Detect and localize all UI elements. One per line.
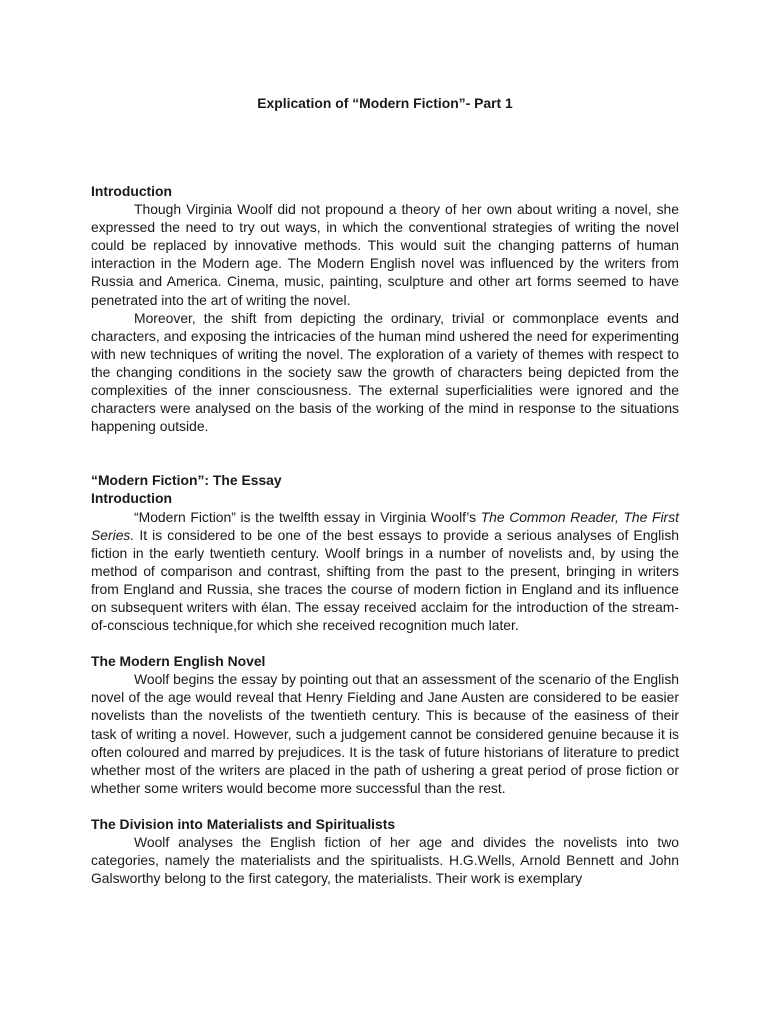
document-body — [91, 182, 679, 887]
section-heading-division: The Division into Materialists and Spiritualists — [91, 815, 396, 832]
section-modern-english-novel — [91, 652, 679, 797]
essay-introduction-paragraph — [91, 508, 679, 635]
section-spacer — [91, 634, 679, 652]
division-paragraph: Woolf analyses the English fiction of her age and divides the novelists into two categories, namely the materialists and the spiritualists. H.G.Wells, Arnold Bennett and John Galsworthy belong to the first category, the materialists. Their work is exemplary — [91, 834, 679, 887]
essay-paragraph-end: It is considered to be one of the best essays to provide a serious analyses of English fiction in the early twentieth century. Woolf brings in a number of novelists and, by using the method of comparison and contrast, shifting from the past to the present, bringing in writers from England and Russia, she traces the course of modern fiction in England and its influence on subsequent writers with élan. The essay received acclaim for the introduction of the stream-of-conscious technique,for which she received recognition much later. — [91, 526, 679, 634]
section-division — [91, 815, 679, 887]
section-subheading-essay-introduction: Introduction — [91, 490, 173, 507]
introduction-paragraph-1: Though Virginia Woolf did not propound a theory of her own about writing a novel, she expressed the need to try out ways, in which the conventional strategies of writing the novel could be replaced by innovative methods. This would suit the changing patterns of human interaction in the Modern age. The Modern English novel was influenced by the writers from Russia and America. Cinema, music, painting, sculpture and other art forms seemed to have penetrated into the art of writing the novel. — [91, 201, 679, 308]
section-heading-essay: “Modern Fiction”: The Essay — [91, 472, 282, 489]
book-title: The Common Reader, The First Series. — [91, 508, 679, 543]
modern-english-novel-paragraph: Woolf begins the essay by pointing out that an assessment of the scenario of the English novel of the age would reveal that Henry Fielding and Jane Austen are considered to be easier novelists than the novelists of the twentieth century. This is because of the easiness of their task of writing a novel. However, such a judgement cannot be considered genuine because it is often coloured and marred by prejudices. It is the task of future historians of literature to predict whether most of the writers are placed in the path of ushering a great period of prose fiction or whether some writers would become more successful than the rest. — [91, 671, 679, 796]
section-spacer — [91, 435, 679, 471]
section-spacer — [91, 797, 679, 815]
document-title: Explication of “Modern Fiction”- Part 1 — [257, 95, 513, 111]
essay-paragraph-start: “Modern Fiction” is the twelfth essay in Virginia Woolf’s — [134, 508, 481, 525]
section-heading-introduction: Introduction — [91, 183, 173, 199]
introduction-paragraph-2: Moreover, the shift from depicting the ordinary, trivial or commonplace events and characters, and exposing the intricacies of the human mind ushered the need for experimenting with new techniques of writing the novel. The exploration of a variety of themes with respect to the changing conditions in the society saw the growth of characters being depicted from the complexities of the inner consciousness. The external superficialities were ignored and the characters were analysed on the basis of the working of the mind in response to the situations happening outside. — [91, 309, 679, 435]
section-essay — [91, 471, 679, 634]
section-heading-modern-english-novel: The Modern English Novel — [91, 653, 266, 670]
section-introduction — [91, 182, 679, 435]
